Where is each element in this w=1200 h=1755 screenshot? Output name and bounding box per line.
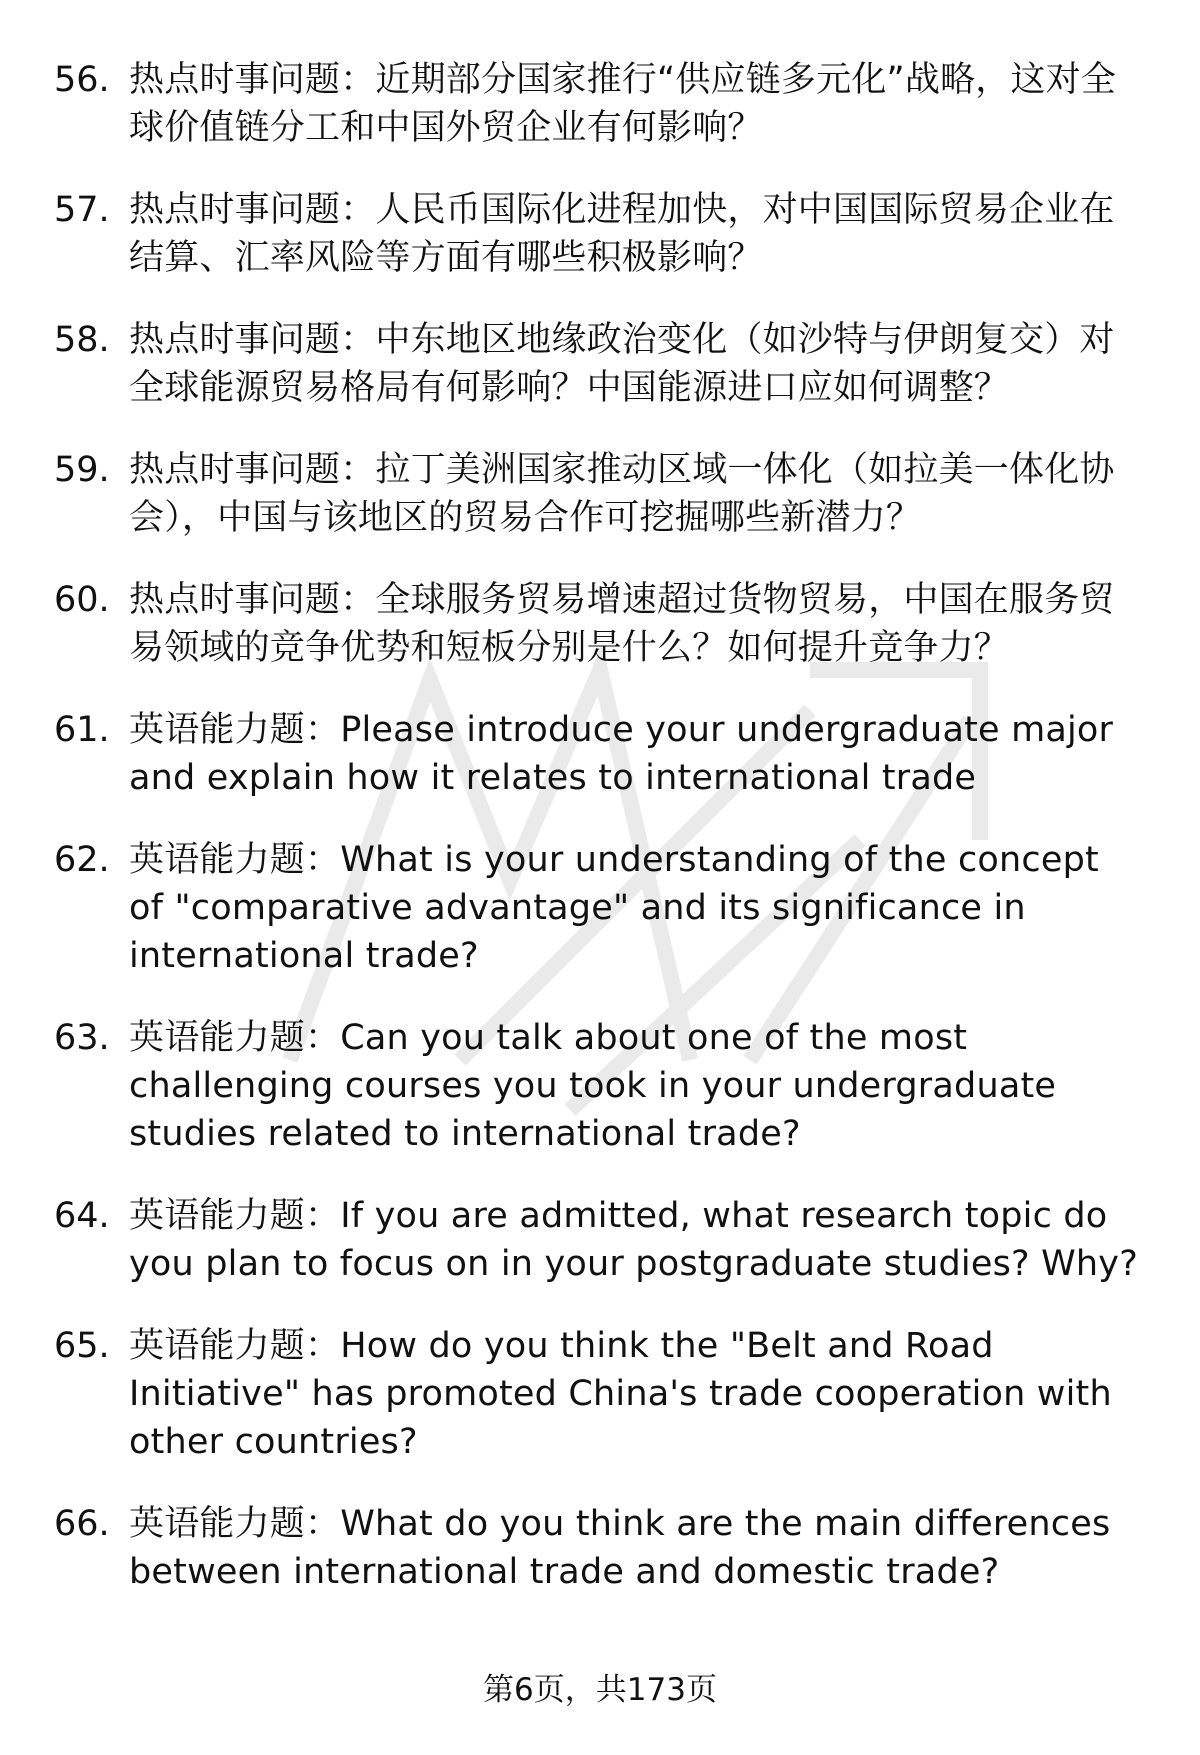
question-text: 热点时事问题：拉丁美洲国家推动区域一体化（如拉美一体化协会），中国与该地区的贸易合作可挖掘哪些新潜力？ bbox=[129, 450, 1115, 538]
question-number: 66. bbox=[54, 1504, 110, 1544]
question-list bbox=[54, 56, 1140, 1596]
page-number-label: 第6页，共173页 bbox=[483, 1672, 717, 1708]
question-text: 英语能力题：How do you think the "Belt and Road Initiative" has promoted China's trade cooperation with other countries? bbox=[129, 1326, 1112, 1462]
question-number: 63. bbox=[54, 1018, 110, 1058]
question-text: 热点时事问题：人民币国际化进程加快，对中国国际贸易企业在结算、汇率风险等方面有哪些积极影响？ bbox=[129, 190, 1115, 278]
question-number: 60. bbox=[54, 580, 110, 620]
question-text: 英语能力题：What do you think are the main differences between international trade and domestic trade? bbox=[129, 1504, 1111, 1592]
question-text: 热点时事问题：近期部分国家推行“供应链多元化”战略，这对全球价值链分工和中国外贸企业有何影响？ bbox=[129, 60, 1117, 148]
question-item bbox=[54, 446, 1140, 542]
question-item bbox=[54, 316, 1140, 412]
question-number: 61. bbox=[54, 710, 110, 750]
question-number: 65. bbox=[54, 1326, 110, 1366]
question-number: 62. bbox=[54, 840, 110, 880]
question-text: 热点时事问题：全球服务贸易增速超过货物贸易，中国在服务贸易领域的竞争优势和短板分别是什么？如何提升竞争力？ bbox=[129, 580, 1115, 668]
question-item bbox=[54, 1192, 1140, 1288]
question-number: 59. bbox=[54, 450, 110, 490]
question-item bbox=[54, 1322, 1140, 1466]
question-number: 57. bbox=[54, 190, 110, 230]
question-number: 58. bbox=[54, 320, 110, 360]
question-text: 热点时事问题：中东地区地缘政治变化（如沙特与伊朗复交）对全球能源贸易格局有何影响？中国能源进口应如何调整？ bbox=[129, 320, 1115, 408]
question-number: 64. bbox=[54, 1196, 110, 1236]
question-item bbox=[54, 836, 1140, 980]
page-footer bbox=[0, 1670, 1200, 1710]
question-text: 英语能力题：If you are admitted, what research topic do you plan to focus on in your postgraduate studies? Why? bbox=[129, 1196, 1138, 1284]
question-text: 英语能力题：Can you talk about one of the most challenging courses you took in your undergraduate studies related to international trade? bbox=[129, 1018, 1057, 1154]
question-item bbox=[54, 576, 1140, 672]
question-number: 56. bbox=[54, 60, 110, 100]
question-item bbox=[54, 706, 1140, 802]
question-item bbox=[54, 1500, 1140, 1596]
question-item bbox=[54, 186, 1140, 282]
question-text: 英语能力题：What is your understanding of the concept of "comparative advantage" and its significance in international trade? bbox=[129, 840, 1099, 976]
question-item bbox=[54, 56, 1140, 152]
question-text: 英语能力题：Please introduce your undergraduate major and explain how it relates to international trade bbox=[129, 710, 1114, 798]
question-item bbox=[54, 1014, 1140, 1158]
